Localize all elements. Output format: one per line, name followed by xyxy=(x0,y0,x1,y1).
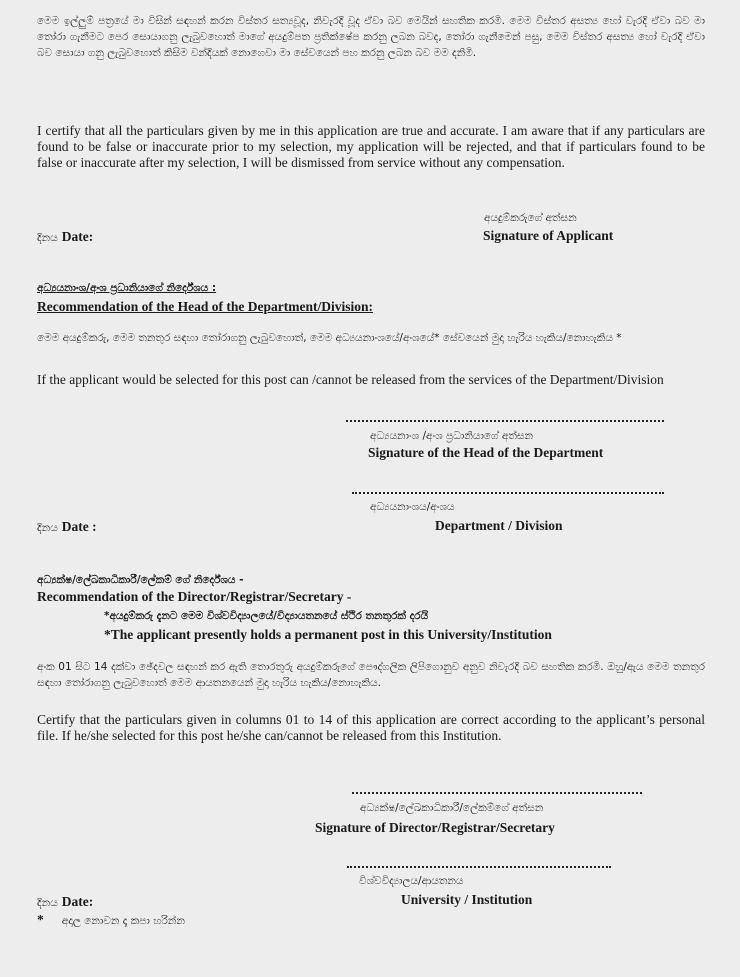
applicant-signature-label-si: අයදුම්කරුගේ අත්සන xyxy=(484,212,577,224)
footnote: * අදාල නොවන දෑ කපා හරින්න xyxy=(37,912,185,927)
head-signature-label: Signature of the Head of the Department xyxy=(368,445,604,460)
university-label: University / Institution xyxy=(401,892,533,907)
department-label-si: අධ්‍යයනාංශය/අංශය xyxy=(370,501,455,513)
director-text-english: Certify that the particulars given in columns 01 to 14 of this application are correct according to the applicant’s personal file. If he/she selected for this post he/she can/cannot be released from this Institution. xyxy=(37,712,705,743)
director-recommendation-title: Recommendation of the Director/Registrar/Secretary - xyxy=(37,589,352,604)
declaration-english: I certify that all the particulars given by me in this application are true and accurate. I am aware that if any particulars are found to be false or inaccurate prior to my selection, my application will be rejected, and that if particulars found to be false or inaccurate after my selection, I will be dismissed from service without any compensation. xyxy=(37,123,705,170)
applicant-date-label: දිනය Date: xyxy=(37,229,94,244)
head-recommendation-title: Recommendation of the Head of the Department/Division: xyxy=(37,299,373,314)
applicant-signature-label: Signature of Applicant xyxy=(483,228,614,243)
head-text-english: If the applicant would be selected for this post can /cannot be released from the services of the Department/Division xyxy=(37,372,664,387)
permanent-post: *The applicant presently holds a permanent post in this University/Institution xyxy=(104,627,552,642)
head-date-label: දිනය Date : xyxy=(37,519,97,534)
head-signature-label-si: අධ්‍යයනාංශ /අංශ ප්‍රධානියාගේ අත්සන xyxy=(370,430,533,442)
director-signature-line xyxy=(352,792,642,794)
director-date-label: දිනය Date: xyxy=(37,894,94,909)
director-signature-label-si: අධ්‍යක්ෂ/ලේඛකාධිකාරී/ලේකම්ගේ අත්සන xyxy=(360,802,544,814)
director-text-sinhala: අංක 01 සිට 14 දක්වා ඡේදවල සඳහන් කර ඇති තොරතුරු අයදුම්කරුගේ පෞද්ගලික ලිපිගොනුව අනුව නිවැරදි බව සහතික කරමි. ඔහු/ඇය මෙම තනතුර සඳහා තෝරාගනු ලැබුවහොත් මෙම ආයතනයෙන් මුදා හැරිය හැකිය/නොහැකිය. xyxy=(37,661,705,689)
declaration-sinhala: මෙම ඉල්ලුම් පත්‍රයේ මා විසින් සඳහන් කරන විස්තර සත්‍යවූද, නිවැරදි වූද ඒවා බව මෙයින් සහතික කරමි. මෙම විස්තර අසත්‍ය හෝ වැරදි ඒවා බව මා තෝරා ගැනීමට පෙර සොයාගනු ලැබුවහොත් මාගේ අයදුම්පත ප්‍රතික්ෂේප කරනු ලබන බවද, තෝරා ගැනීමෙන් පසු, මෙම විස්තර අසත්‍ය හෝ වැරදි ඒවා බව සොයා ගනු ලැබුවහොත් කිසිම වන්දියක් නොගෙවා මා සේවයෙන් පහ කරනු ලබන බව මම දනිමි. xyxy=(37,15,705,59)
head-recommendation-title-si: අධ්‍යයනාංශ/අංශ ප්‍රධානියාගේ නිර්දේශය : xyxy=(37,282,217,294)
head-signature-line xyxy=(346,420,664,422)
head-text-sinhala: මෙම අයදුම්කරු, මෙම තනතුර සඳහා තෝරාගනු ලැබුවහොත්, මෙම අධ්‍යයනාංශයේ/අංශයේ* සේවයෙන් මුදා හැරිය හැකිය/නොහැකිය * xyxy=(37,332,622,344)
director-recommendation-title-si: අධ්‍යක්ෂ/ලේඛකාධිකාරී/ලේකම් ගේ නිර්දේශය - xyxy=(37,574,244,586)
university-line xyxy=(347,866,611,868)
department-label: Department / Division xyxy=(435,518,563,533)
permanent-post-si: *අයදුම්කරු දැනට මෙම විශ්වවිද්‍යාලයේ/විද්‍යායතනයේ ස්ථිර තනතුරක් දරයි xyxy=(104,610,429,622)
university-label-si: විශ්වවිද්‍යාලය/ආයතනය xyxy=(359,875,464,887)
director-signature-label: Signature of Director/Registrar/Secretary xyxy=(315,820,555,835)
department-line xyxy=(352,492,664,494)
